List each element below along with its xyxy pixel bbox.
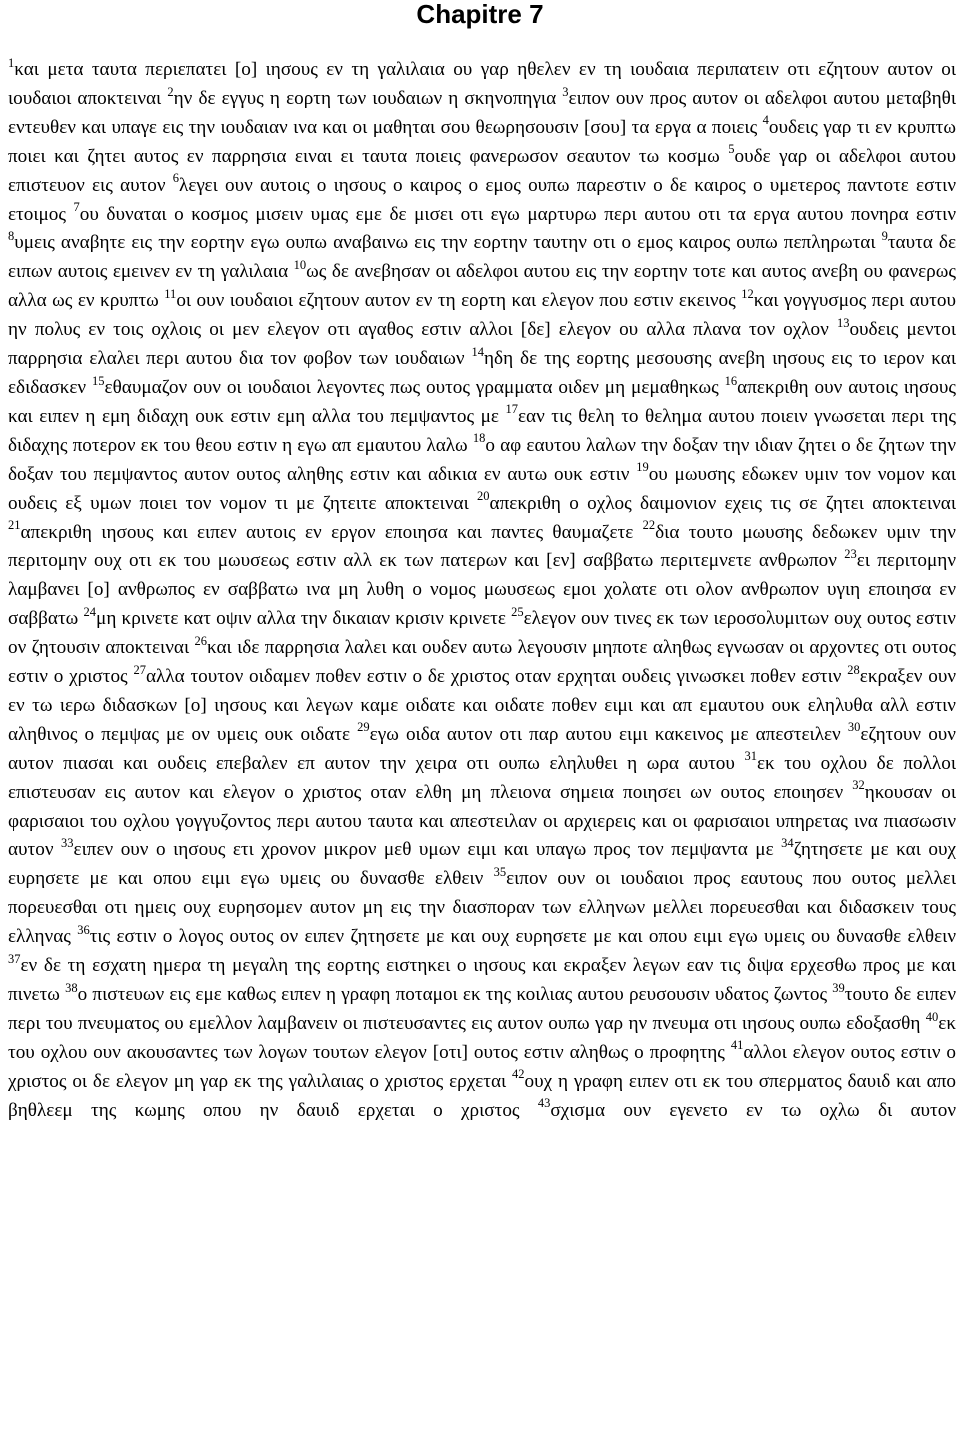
verse-number: 34 (781, 836, 794, 851)
verse-number: 21 (8, 518, 21, 533)
verse-number: 38 (65, 980, 78, 995)
verse-number: 15 (92, 373, 105, 388)
verse-text: ην δε εγγυς η εορτη των ιουδαιων η σκηνοπηγια (173, 87, 563, 109)
verse-text: ζητησετε με και ουχ ευρησετε με και οπου ειμι εγω υμεις ου δυνασθε ελθειν (8, 839, 956, 890)
verse-number: 29 (357, 720, 370, 735)
verse-text: απεκριθη ουν αυτοις ιησους και ειπεν η εμη διδαχη ουκ εστιν εμη αλλα του πεμψαντος με (8, 376, 956, 427)
verse-text: λεγει ουν αυτοις ο ιησους ο καιρος ο εμος ουπω παρεστιν ο δε καιρος ο υμετερος παντοτε εστιν ετοιμος (8, 174, 956, 225)
verse-number: 17 (505, 402, 518, 417)
verse-text: εθαυμαζον ουν οι ιουδαιοι λεγοντες πως ουτος γραμματα οιδεν μη μεμαθηκως (104, 376, 725, 398)
verse-text: ο αφ εαυτου λαλων την δοξαν την ιδιαν ζητει ο δε ζητων την δοξαν του πεμψαντος αυτον ουτος αληθης εστιν και αδικια εν αυτω ουκ εστιν (8, 434, 957, 485)
verse-text: ουδε γαρ οι αδελφοι αυτου επιστευον εις αυτον (8, 145, 956, 196)
verse-number: 12 (741, 286, 754, 301)
verse-text: και γογγυσμος περι αυτου ην πολυς εν τοις οχλοις οι μεν ελεγον οτι αγαθος εστιν αλλοι [δε] ελεγον ου αλλα πλανα τον οχλον (8, 290, 956, 341)
verse-text: εκραξεν ουν εν τω ιερω διδασκων [ο] ιησους και λεγων καμε οιδατε και οιδατε ποθεν ειμι και απ εμαυτου ουκ εληλυθα αλλ εστιν αληθινος ο πεμψας με ον υμεις ουκ οιδατε (8, 666, 956, 745)
verse-text: ει περιτομην λαμβανει [ο] ανθρωπος εν σαββατω ινα μη λυθη ο νομος μωυσεως εμοι χολατε οτι ολον ανθρωπον υγιη εποιησα εν σαββατω (8, 550, 957, 630)
verse-number: 9 (881, 229, 888, 244)
verse-text: ηδη δε της εορτης μεσουσης ανεβη ιησους εις το ιερον και εδιδασκεν (8, 348, 957, 398)
verse-text: ουχ η γραφη ειπεν οτι εκ του σπερματος δαυιδ και απο βηθλεεμ της κωμης οπου ην δαυιδ ερχεται ο χριστος (8, 1070, 956, 1121)
verse-text: ως δε ανεβησαν οι αδελφοι αυτου εις την εορτην τοτε και αυτος ανεβη ου φανερως αλλα ως εν κρυπτω (8, 261, 956, 312)
verse-number: 8 (8, 229, 15, 244)
verse-number: 41 (730, 1038, 744, 1053)
verse-text: τουτο δε ειπεν περι του πνευματος ου εμελλον λαμβανειν οι πιστευσαντες εις αυτον ουπω γαρ ην πνευμα οτι ιησους ουπω εδοξασθη (8, 984, 956, 1034)
verse-number: 20 (477, 489, 490, 504)
verse-text: οι ουν ιουδαιοι εζητουν αυτον εν τη εορτη και ελεγον που εστιν εκεινος (176, 290, 742, 312)
verse-number: 22 (642, 518, 656, 533)
verse-number: 1 (8, 55, 15, 70)
verse-text: ου δυναται ο κοσμος μισειν υμας εμε δε μισει οτι εγω μαρτυρω περι αυτου οτι τα εργα αυτου πονηρα εστιν (79, 203, 957, 225)
verse-number: 4 (762, 113, 769, 128)
verse-text: εκ του οχλου δε πολλοι επιστευσαν εις αυτον και ελεγον ο χριστος οταν ελθη μη πλειονα σημεια ποιησει ων ουτος εποιησεν (8, 752, 956, 803)
verse-number: 13 (836, 315, 850, 330)
verse-number: 5 (728, 142, 735, 157)
verse-number: 40 (925, 1009, 939, 1024)
verse-number: 43 (537, 1096, 551, 1111)
verse-number: 30 (847, 720, 861, 735)
verse-number: 3 (562, 84, 569, 99)
verse-text: απεκριθη ιησους και ειπεν αυτοις εν εργον εποιησα και παντες θαυμαζετε (20, 521, 643, 543)
verse-number: 33 (61, 836, 74, 851)
verse-text: ειπον ουν προς αυτον οι αδελφοι αυτου μεταβηθι εντευθεν και υπαγε εις την ιουδαιαν ινα και οι μαθηται σου θεωρησουσιν [σου] τα εργα α ποιεις (8, 87, 957, 138)
verse-number: 14 (471, 344, 484, 359)
verse-text: μη κρινετε κατ οψιν αλλα την δικαιαν κρισιν κρινετε (96, 608, 512, 630)
verse-number: 11 (164, 286, 177, 301)
verse-number: 2 (167, 84, 174, 99)
verse-number: 28 (847, 662, 860, 677)
verse-number: 23 (844, 547, 857, 562)
verse-text: σχισμα ουν εγενετο εν τω οχλω δι αυτον (550, 1099, 956, 1121)
verse-text: εν δε τη εσχατη ημερα τη μεγαλη της εορτης ειστηκει ο ιησους και εκραξεν λεγων εαν τις διψα ερχεσθω προς με και πινετω (8, 955, 956, 1005)
verse-number: 39 (832, 980, 845, 995)
verse-text: ταυτα δε ειπων αυτοις εμεινεν εν τη γαλιλαια (8, 232, 956, 283)
verse-number: 18 (472, 431, 486, 446)
verse-text: τις εστιν ο λογος ουτος ον ειπεν ζητησετε με και ουχ ευρησετε με και οπου ειμι εγω υμεις ου δυνασθε ελθειν (89, 926, 956, 948)
verse-number: 16 (724, 373, 738, 388)
verse-number: 19 (636, 460, 649, 475)
verse-text: δια τουτο μωυσης δεδωκεν υμιν την περιτομην ουχ οτι εκ του μωυσεως εστιν αλλ εκ των πατερων και [εν] σαββατω περιτεμνετε ανθρωπον (8, 521, 956, 572)
verse-text: ουδεις γαρ τι εν κρυπτω ποιει και ζητει αυτος εν παρρησια ειναι ει ταυτα ποιεις φανερωσον σεαυτον τω κοσμω (8, 116, 956, 167)
chapter-body-text (8, 56, 956, 1126)
verse-number: 6 (172, 171, 180, 186)
verse-text: ουδεις μεντοι παρρησια ελαλει περι αυτου δια τον φοβον των ιουδαιων (8, 319, 956, 370)
verse-text: εκ του οχλου ουν ακουσαντες των λογων τουτων ελεγον [οτι] ουτος εστιν αληθως ο προφητης (8, 1012, 956, 1063)
verse-text: ηκουσαν οι φαρισαιοι του οχλου γογγυζοντος περι αυτου ταυτα και απεστειλαν οι αρχιερεις και οι φαρισαιοι υπηρετας ινα πιασωσιν αυτον (8, 781, 956, 861)
verse-text: εαν τις θελη το θελημα αυτου ποιειν γνωσεται περι της διδαχης ποτερον εκ του θεου εστιν η εγω απ εμαυτου λαλω (8, 405, 956, 456)
verse-text: εγω οιδα αυτον οτι παρ αυτου ειμι κακεινος με απεστειλεν (369, 723, 848, 745)
verse-text: εζητουν ουν αυτον πιασαι και ουδεις επεβαλεν επ αυτον την χειρα οτι ουπω εληλυθει η ωρα αυτου (8, 723, 956, 774)
verse-number: 25 (511, 604, 524, 619)
verse-number: 26 (194, 633, 207, 648)
chapter-title: Chapitre 7 (416, 0, 544, 29)
verse-number: 32 (852, 778, 865, 793)
verse-text: απεκριθη ο οχλος δαιμονιον εχεις τις σε ζητει αποκτειναι (489, 492, 956, 514)
verse-text: υμεις αναβητε εις την εορτην εγω ουπω αναβαινω εις την εορτην ταυτην οτι ο εμος καιρος ουπω πεπληρωται (14, 232, 882, 254)
verse-text: ου μωυσης εδωκεν υμιν τον νομον και ουδεις εξ υμων ποιει τον νομον τι με ζητειτε αποκτειναι (8, 463, 956, 514)
verse-text: αλλα τουτον οιδαμεν ποθεν εστιν ο δε χριστος οταν ερχηται ουδεις γινωσκει ποθεν εστιν (145, 666, 848, 688)
verse-number: 24 (83, 604, 97, 619)
verse-number: 36 (77, 922, 90, 937)
verse-text: ειπεν ουν ο ιησους ετι χρονον μικρον μεθ υμων ειμι και υπαγω προς τον πεμψαντα με (73, 839, 782, 861)
verse-text: αλλοι ελεγον ουτος εστιν ο χριστος οι δε ελεγον μη γαρ εκ της γαλιλαιας ο χριστος ερχεται (8, 1041, 956, 1092)
verse-number: 37 (8, 951, 21, 966)
verse-text: και μετα ταυτα περιεπατει [ο] ιησους εν τη γαλιλαια ου γαρ ηθελεν εν τη ιουδαια περιπατειν οτι εζητουν αυτον οι ιουδαιοι αποκτειναι (8, 59, 956, 109)
verse-text: ο πιστευων εις εμε καθως ειπεν η γραφη ποταμοι εκ της κοιλιας αυτου ρευσουσιν υδατος ζωντος (77, 984, 833, 1005)
verse-number: 31 (744, 749, 757, 764)
verse-number: 35 (493, 864, 507, 879)
verse-text: ειπον ουν οι ιουδαιοι προς εαυτους που ουτος μελλει πορευεσθαι οτι ημεις ουχ ευρησομεν αυτον μη εις την διασποραν των ελληνων μελλει πορευεσθαι και διδασκειν τους ελληνας (8, 868, 956, 948)
verse-text: ελεγον ουν τινες εκ των ιεροσολυμιτων ουχ ουτος εστιν ον ζητουσιν αποκτειναι (8, 608, 956, 659)
verse-number: 42 (512, 1067, 525, 1082)
verse-text: και ιδε παρρησια λαλει και ουδεν αυτω λεγουσιν μηποτε αληθως εγνωσαν οι αρχοντες οτι ουτος εστιν ο χριστος (8, 637, 956, 688)
verse-number: 7 (73, 200, 80, 215)
verse-number: 27 (133, 662, 146, 677)
verse-number: 10 (293, 257, 307, 272)
